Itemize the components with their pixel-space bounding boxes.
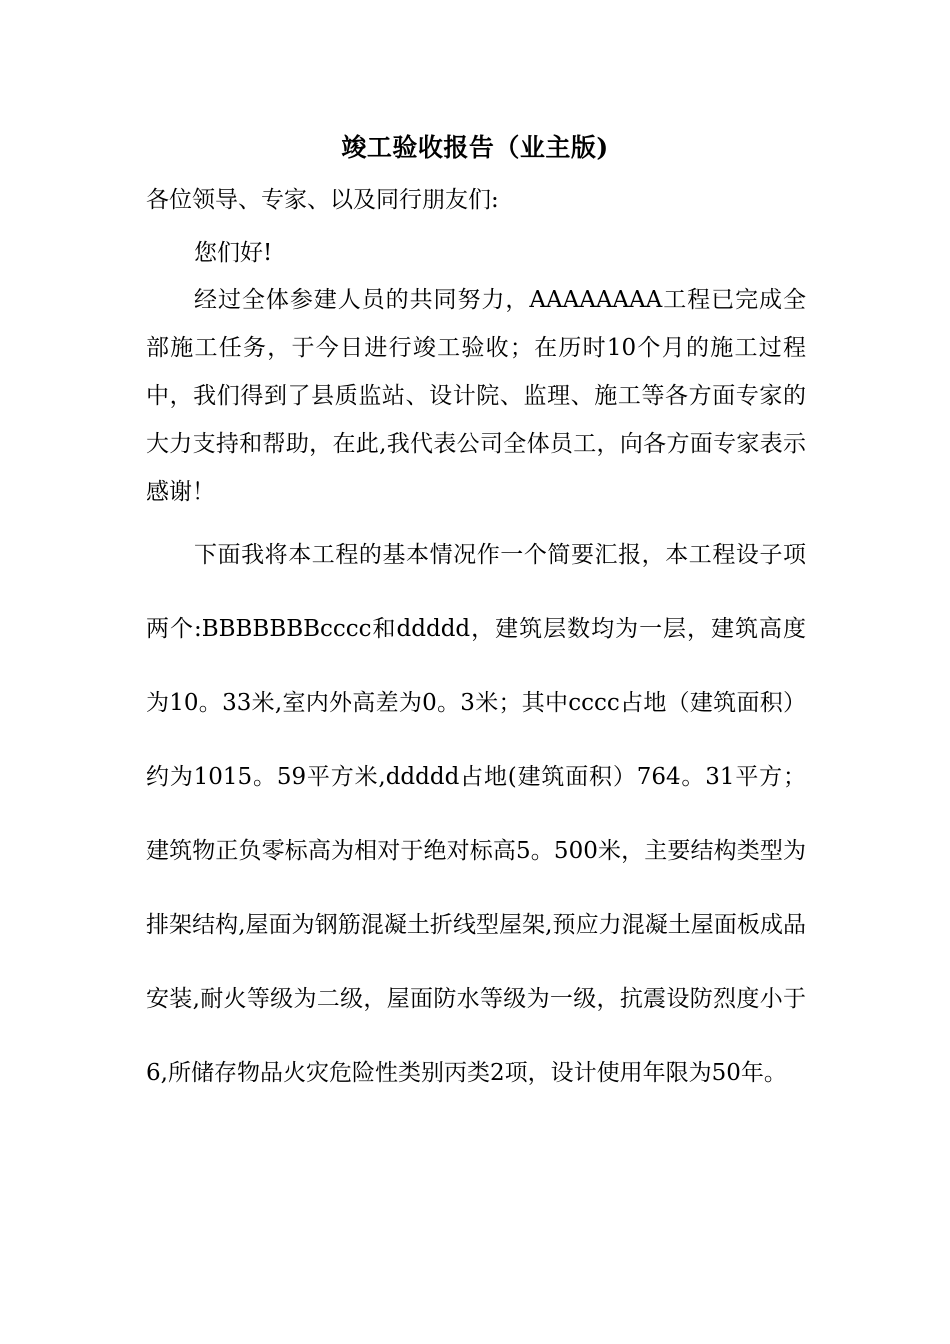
greeting-line: 各位领导、专家、以及同行朋友们: [146, 187, 499, 213]
document-title: 竣工验收报告（业主版) [341, 133, 609, 162]
paragraph-project-overview: 下面我将本工程的基本情况作一个简要汇报，本工程设子项两个:BBBBBBBcccc和ddddd，建筑层数均为一层，建筑高度为10。33米,室内外高差为0。3米；其中cccc占地（建筑面积）约为1015。59平方米,ddddd占地(建筑面积）764。31平方；建筑物正负零标高为相对于绝对标高5。500米，主要结构类型为排架结构,屋面为钢筋混凝土折线型屋架,预应力混凝土屋面板成品安装,耐火等级为二级，屋面防水等级为一级，抗震设防烈度小于6,所储存物品火灾危险性类别丙类2项，设计使用年限为50年。 [146, 542, 806, 1086]
hello-line: 您们好! [194, 240, 273, 266]
paragraph-acknowledgement: 经过全体参建人员的共同努力，AAAAAAAA工程已完成全部施工任务，于今日进行竣工验收；在历时10个月的施工过程中，我们得到了县质监站、设计院、监理、施工等各方面专家的大力支持和帮助，在此,我代表公司全体员工，向各方面专家表示感谢！ [146, 287, 806, 505]
